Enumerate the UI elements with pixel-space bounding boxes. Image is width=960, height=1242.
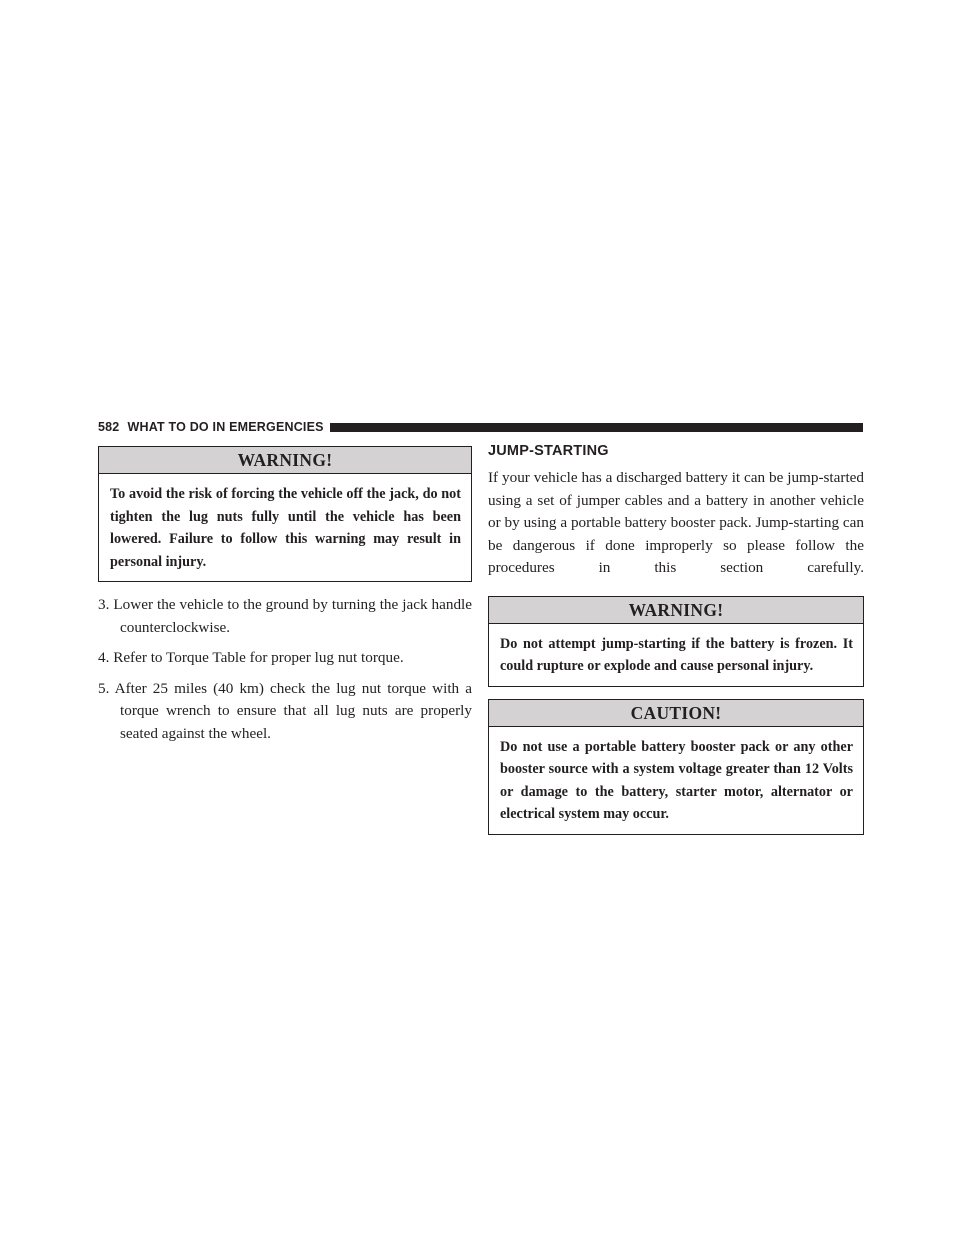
header-rule [330, 423, 863, 432]
step-item: 4. Refer to Torque Table for proper lug nut torque. [98, 649, 404, 666]
warning-title: WARNING! [99, 447, 471, 474]
intro-paragraph: If your vehicle has a discharged battery it can be jump-started using a set of jumper cables and a battery in another vehicle or by using a portable battery booster pack. Jump-starting can be dangerous if done improperly so please follow the procedures in this section carefully. [488, 469, 864, 576]
section-title: WHAT TO DO IN EMERGENCIES [127, 420, 324, 434]
caution-box [488, 699, 864, 835]
caution-body: Do not use a portable battery booster pack or any other booster source with a system voltage greater than 12 Volts or damage to the battery, starter motor, alternator or electrical system may occur. [500, 738, 853, 822]
step-list [98, 594, 472, 745]
warning-box-frozen-battery [488, 596, 864, 687]
step-item: 3. Lower the vehicle to the ground by turning the jack handle counterclockwise. [98, 596, 472, 636]
left-column [98, 446, 472, 753]
warning-title: WARNING! [489, 597, 863, 624]
caution-title: CAUTION! [489, 700, 863, 727]
page-header [98, 419, 863, 435]
step-item: 5. After 25 miles (40 km) check the lug nut torque with a torque wrench to ensure that all lug nuts are properly seated against the wheel. [98, 679, 472, 742]
warning-box-lug-nuts [98, 446, 472, 582]
right-column [488, 441, 864, 835]
section-heading: JUMP-STARTING [488, 443, 609, 459]
page-number: 582 [98, 420, 120, 434]
warning-body: To avoid the risk of forcing the vehicle off the jack, do not tighten the lug nuts fully until the vehicle has been lowered. Failure to follow this warning may result in personal injury. [110, 486, 461, 570]
warning-body: Do not attempt jump-starting if the battery is frozen. It could rupture or explode and cause personal injury. [500, 635, 853, 674]
